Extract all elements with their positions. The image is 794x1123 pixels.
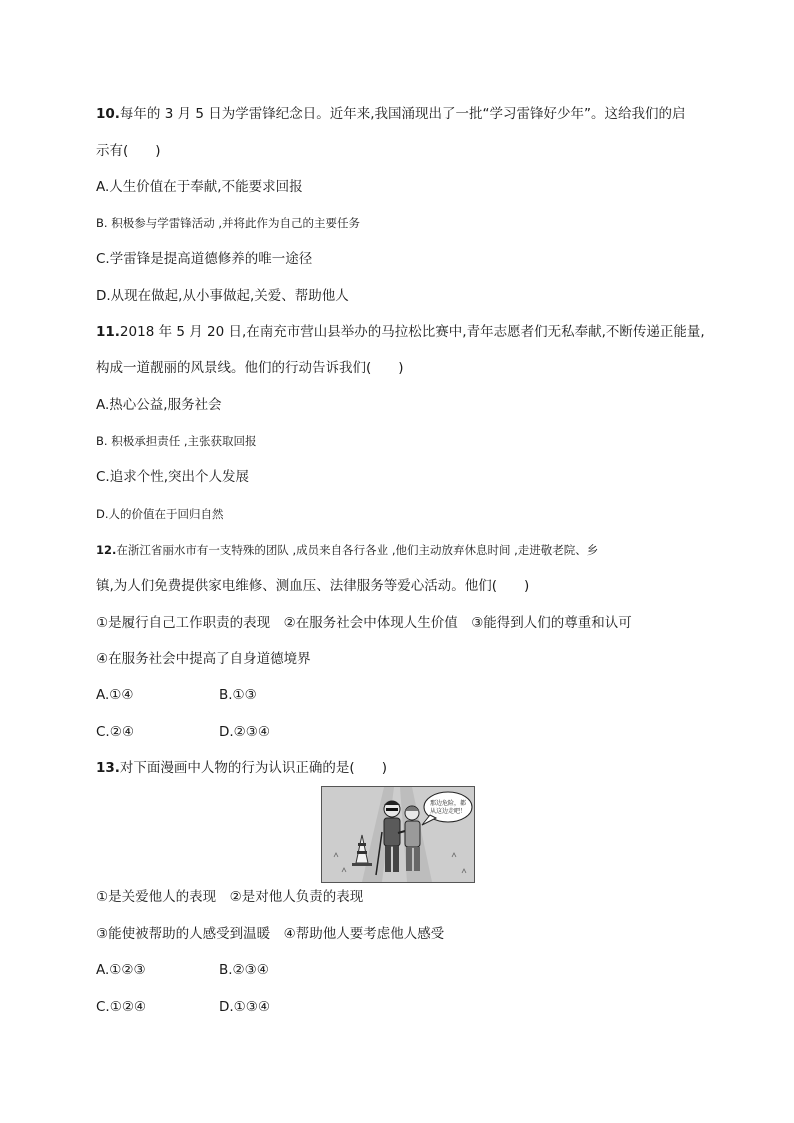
q11-stem-line1	[96, 323, 705, 341]
q11-number: 11.	[96, 324, 120, 340]
speech-bubble-text: 那边危险，都	[429, 800, 467, 807]
q13-items-line2: ③能使被帮助的人感受到温暖 ④帮助他人要考虑他人感受	[96, 926, 445, 942]
q10-number: 10.	[96, 106, 120, 122]
q12-stem-line2: 镇,为人们免费提供家电维修、测血压、法律服务等爱心活动。他们( )	[96, 578, 530, 594]
q12-items-line1: ①是履行自己工作职责的表现 ②在服务社会中体现人生价值 ③能得到人们的尊重和认可	[96, 615, 632, 631]
q12-stem-text: 在浙江省丽水市有一支特殊的团队 ,成员来自各行各业 ,他们主动放弃休息时间 ,走进敬老院、乡	[116, 543, 599, 557]
q13-option-b: B.②③④	[219, 962, 269, 978]
q10-option-a: A.人生价值在于奉献,不能要求回报	[96, 179, 303, 195]
q10-stem-line1	[96, 105, 686, 123]
q11-option-d: D.人的价值在于回归自然	[96, 507, 224, 521]
q12-option-a: A.①④	[96, 687, 134, 703]
q13-option-d: D.①③④	[219, 999, 270, 1015]
q12-option-b: B.①③	[219, 687, 257, 703]
q11-option-b: B. 积极承担责任 ,主张获取回报	[96, 434, 257, 448]
q12-options-row2	[96, 723, 270, 741]
q13-options-row1	[96, 961, 269, 979]
q13-option-a: A.①②③	[96, 962, 146, 978]
q13-items-line1: ①是关爱他人的表现 ②是对他人负责的表现	[96, 889, 364, 905]
q10-option-b: B. 积极参与学雷锋活动 ,并将此作为自己的主要任务	[96, 216, 361, 230]
q12-number: 12.	[96, 543, 117, 557]
q10-option-c: C.学雷锋是提高道德修养的唯一途径	[96, 251, 313, 267]
q11-stem-line2: 构成一道靓丽的风景线。他们的行动告诉我们( )	[96, 360, 404, 376]
q11-option-c: C.追求个性,突出个人发展	[96, 469, 250, 485]
q12-option-c: C.②④	[96, 724, 134, 740]
q13-stem-text: 对下面漫画中人物的行为认识正确的是( )	[119, 760, 387, 776]
q13-option-c: C.①②④	[96, 999, 147, 1015]
q12-items-line2: ④在服务社会中提高了自身道德境界	[96, 651, 311, 667]
comic-svg	[322, 787, 474, 882]
q12-options-row1	[96, 686, 257, 704]
comic-illustration	[321, 786, 475, 883]
q10-option-d: D.从现在做起,从小事做起,关爱、帮助他人	[96, 288, 349, 304]
q11-option-a: A.热心公益,服务社会	[96, 397, 222, 413]
q12-stem-line1	[96, 541, 598, 559]
q11-stem-text: 2018 年 5 月 20 日,在南充市营山县举办的马拉松比赛中,青年志愿者们无私奉献,不断传递正能量,	[119, 324, 705, 340]
q13-options-row2	[96, 998, 270, 1016]
q12-option-d: D.②③④	[219, 724, 270, 740]
svg-text:从这边走吧！: 从这边走吧！	[429, 808, 467, 815]
q10-stem-text: 每年的 3 月 5 日为学雷锋纪念日。近年来,我国涌现出了一批“学习雷锋好少年”。这给我们的启	[119, 106, 686, 122]
q13-number: 13.	[96, 760, 120, 776]
q13-stem-line1	[96, 759, 387, 777]
q10-stem-line2: 示有( )	[96, 143, 161, 159]
